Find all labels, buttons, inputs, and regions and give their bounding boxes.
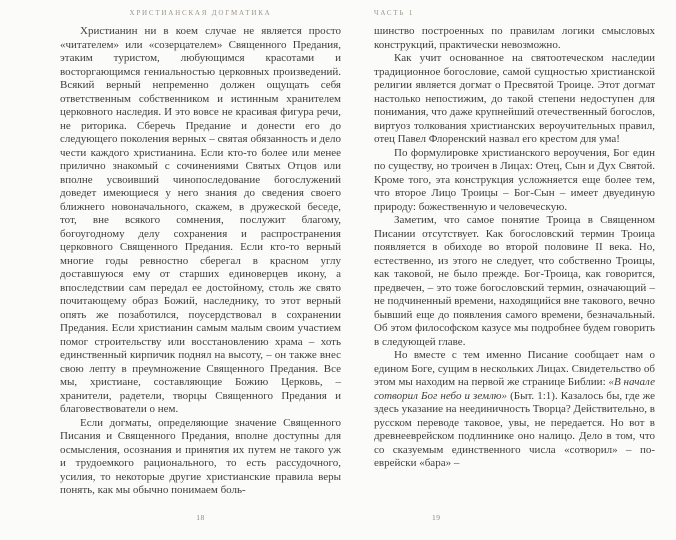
paragraph: Если догматы, определяющие значение Священного Писания и Священного Предания, вполне доступны для осмысления, осознания и принятия их путем не такого уж и трудоемкого рационального, то есть рассудочного, усилия, то некоторые другие христианские правила веры понять, как мы обычно понимаем боль- <box>60 416 341 496</box>
paragraph: Заметим, что самое понятие Троица в Священном Писании отсутствует. Как богословский термин Троица появляется в обиходе во второй половине II века. Но, естественно, из этого не следует, что собственно Троицы, как таковой, не было прежде. Бог-Троица, как говорится, предвечен, – это тоже богословский термин, означающий – не подчиненный времени, находящийся вне такового, вечно бывший еще до появления самого времени, безначальный. Об этом философском казусе мы подробнее будем говорить в следующей главе. <box>374 214 655 348</box>
paragraph: Христианин ни в коем случае не является просто «читателем» или «созерцателем» Священного Предания, этаким туристом, любующимся красотами и восторгающимся гениальностью церковных произведений. Всякий верный непременно должен ощущать себя ответственным собственником и истинным хранителем церковного наследия. И это вовсе не красивая фигура речи, не риторика. Сберечь Предание и донести его до следующего поколения верных – святая обязанность и дело чести каждого христианина. Если кто-то более или менее прилично знакомый с сочинениями Святых Отцов или вполне усвоивший чинопоследование богослужений доведет имеющиеся у него знания до сведения своего ближнего новоначального, скажем, в дружеской беседе, тот, вне всякого сомнения, послужит благому, богоугодному делу сохранения и распространения церковного Священного Предания. Если кто-то верный многие годы ревностно сберегал в красном углу доставшуюся ему от старших единоверцев икону, а впоследствии сам передал ее достойному, столь же свято почитающему образ Божий, наследнику, то этот верный опять же позаботился, поусердствовал в сохранении Предания. Если христианин самым малым своим участием помог строительству или восстановлению храма – хоть единственный кирпичик поднял на высоту, – он также внес свою лепту в преумножение Священного Предания. Все мы, христиане, составляющие Божию Церковь, – хранители, радетели, творцы Священного Предания и благовествователи о нем. <box>60 25 341 415</box>
paragraph-continuation: шинство построенных по правилам логики смысловых конструкций, практически невозможно. <box>374 25 655 51</box>
paragraph: Как учит основанное на святоотеческом наследии традиционное богословие, самой сущностью христианской религии является догмат о Пресвятой Троице. Этот догмат настолько непостижим, до такой степени недоступен для понимания, что даже крупнейший отечественный богослов, виртуоз толкования христианских вероучительных правил, отец Павел Флоренский назвал его крестом для ума! <box>374 52 655 145</box>
left-text-block <box>60 25 341 498</box>
page-number-left: 18 <box>196 513 205 522</box>
paragraph-text: (Быт. 1:1). Казалось бы, где же здесь указание на неединичность Творца? Действительно, в русском переводе таковое, увы, не передается. Но вот в древнееврейском подлиннике оно налицо. Дело в том, что со сказуемым единственного числа «сотворил» – по-еврейски «бара» – <box>374 389 655 469</box>
right-text-block <box>374 25 655 471</box>
paragraph <box>374 349 655 471</box>
page-right <box>374 0 655 540</box>
page-number-right: 19 <box>432 513 441 522</box>
bible-quote: «В начале сотворил Бог небо и землю» <box>374 376 655 402</box>
paragraph: По формулировке христианского вероучения, Бог един по существу, но троичен в Лицах: Отец, Сын и Дух Святой. Кроме того, эта конструкция усложняется еще более тем, что второе Лицо Троицы – Бог-Сын – имеет двуединую природу: божественную и человеческую. <box>374 146 655 213</box>
running-head-left: ХРИСТИАНСКАЯ ДОГМАТИКА <box>129 9 272 17</box>
paragraph-text: Но вместе с тем именно Писание сообщает нам о едином Боге, сущим в нескольких Лицах. Свидетельство об этом мы находим на первой же странице Библии: <box>374 349 655 388</box>
page-left <box>60 0 341 540</box>
running-head-right: ЧАСТЬ 1 <box>374 9 415 17</box>
